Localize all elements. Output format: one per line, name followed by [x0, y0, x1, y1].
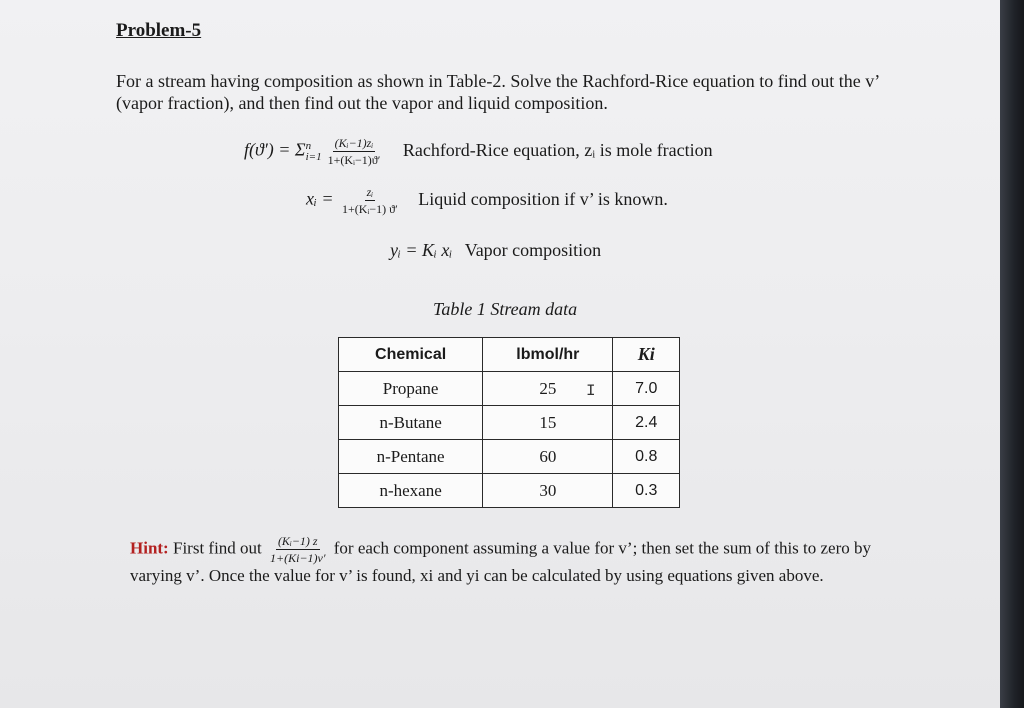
table-header-row [339, 338, 680, 372]
cell-flow: 60 [483, 440, 613, 474]
hint-paragraph [130, 534, 890, 587]
rr-lower-limit: i=1 [305, 150, 322, 163]
cell-chemical: n-hexane [339, 474, 483, 508]
vapor-lhs: yᵢ = Kᵢ xᵢ [390, 240, 453, 260]
rr-lhs: f(ϑ′) = Σ [244, 139, 306, 160]
cell-chemical: n-Butane [339, 406, 483, 440]
vapor-composition-equation [390, 240, 601, 261]
rr-limits [306, 141, 322, 163]
cell-ki: 2.4 [613, 406, 680, 440]
rr-fraction [326, 136, 383, 167]
rr-upper-limit: n [305, 139, 312, 152]
cell-chemical: n-Pentane [339, 440, 483, 474]
hint-fraction [268, 534, 327, 565]
liquid-fraction [340, 185, 400, 216]
rr-numerator: (Kᵢ−1)zᵢ [334, 136, 374, 150]
cell-ki: 0.3 [613, 474, 680, 508]
liquid-numerator: zᵢ [366, 185, 374, 199]
table-row [339, 474, 680, 508]
cell-ki: 7.0 [613, 372, 680, 406]
rr-description: Rachford-Rice equation, zᵢ is mole fraction [402, 139, 713, 160]
header-chemical: Chemical [339, 338, 483, 372]
liquid-lhs: xᵢ = [306, 188, 334, 209]
cell-flow: 25 [483, 372, 613, 406]
header-ki: Ki [613, 338, 680, 372]
table-row [339, 440, 680, 474]
hint-denominator: 1+(Ki−1)v′ [270, 551, 326, 565]
table-caption: Table 1 Stream data [433, 299, 578, 319]
problem-statement: For a stream having composition as shown in Table-2. Solve the Rachford-Rice equation to find out the v’ (vapor fraction), and then find out the vapor and liquid composition. [116, 71, 879, 113]
cell-flow: 30 [483, 474, 613, 508]
hint-post: for each component assuming a value for v’; then set the sum of this to zero by varying v’. Once the value for v’ is found, xi and yi can be calculated by using equations given above. [130, 538, 872, 585]
hint-numerator: (Kᵢ−1) z [277, 534, 318, 548]
cell-ki: 0.8 [613, 440, 680, 474]
problem-title: Problem-5 [116, 20, 202, 41]
stream-data-table [338, 337, 680, 508]
text-cursor-icon: I [586, 382, 596, 400]
rachford-rice-equation [244, 136, 713, 167]
liquid-denominator: 1+(Kᵢ−1) ϑ′ [341, 202, 398, 216]
screen-bezel [1000, 0, 1024, 708]
table-row [339, 406, 680, 440]
header-flow: lbmol/hr [483, 338, 613, 372]
vapor-description: Vapor composition [464, 240, 602, 260]
table-row [339, 372, 680, 406]
hint-pre: First find out [172, 538, 262, 558]
rr-denominator: 1+(Kᵢ−1)ϑ′ [327, 153, 381, 167]
liquid-composition-equation [306, 185, 668, 216]
hint-label: Hint: [130, 538, 169, 558]
liquid-description: Liquid composition if v’ is known. [418, 188, 668, 209]
cell-flow: 15 [483, 406, 613, 440]
cell-chemical: Propane [339, 372, 483, 406]
